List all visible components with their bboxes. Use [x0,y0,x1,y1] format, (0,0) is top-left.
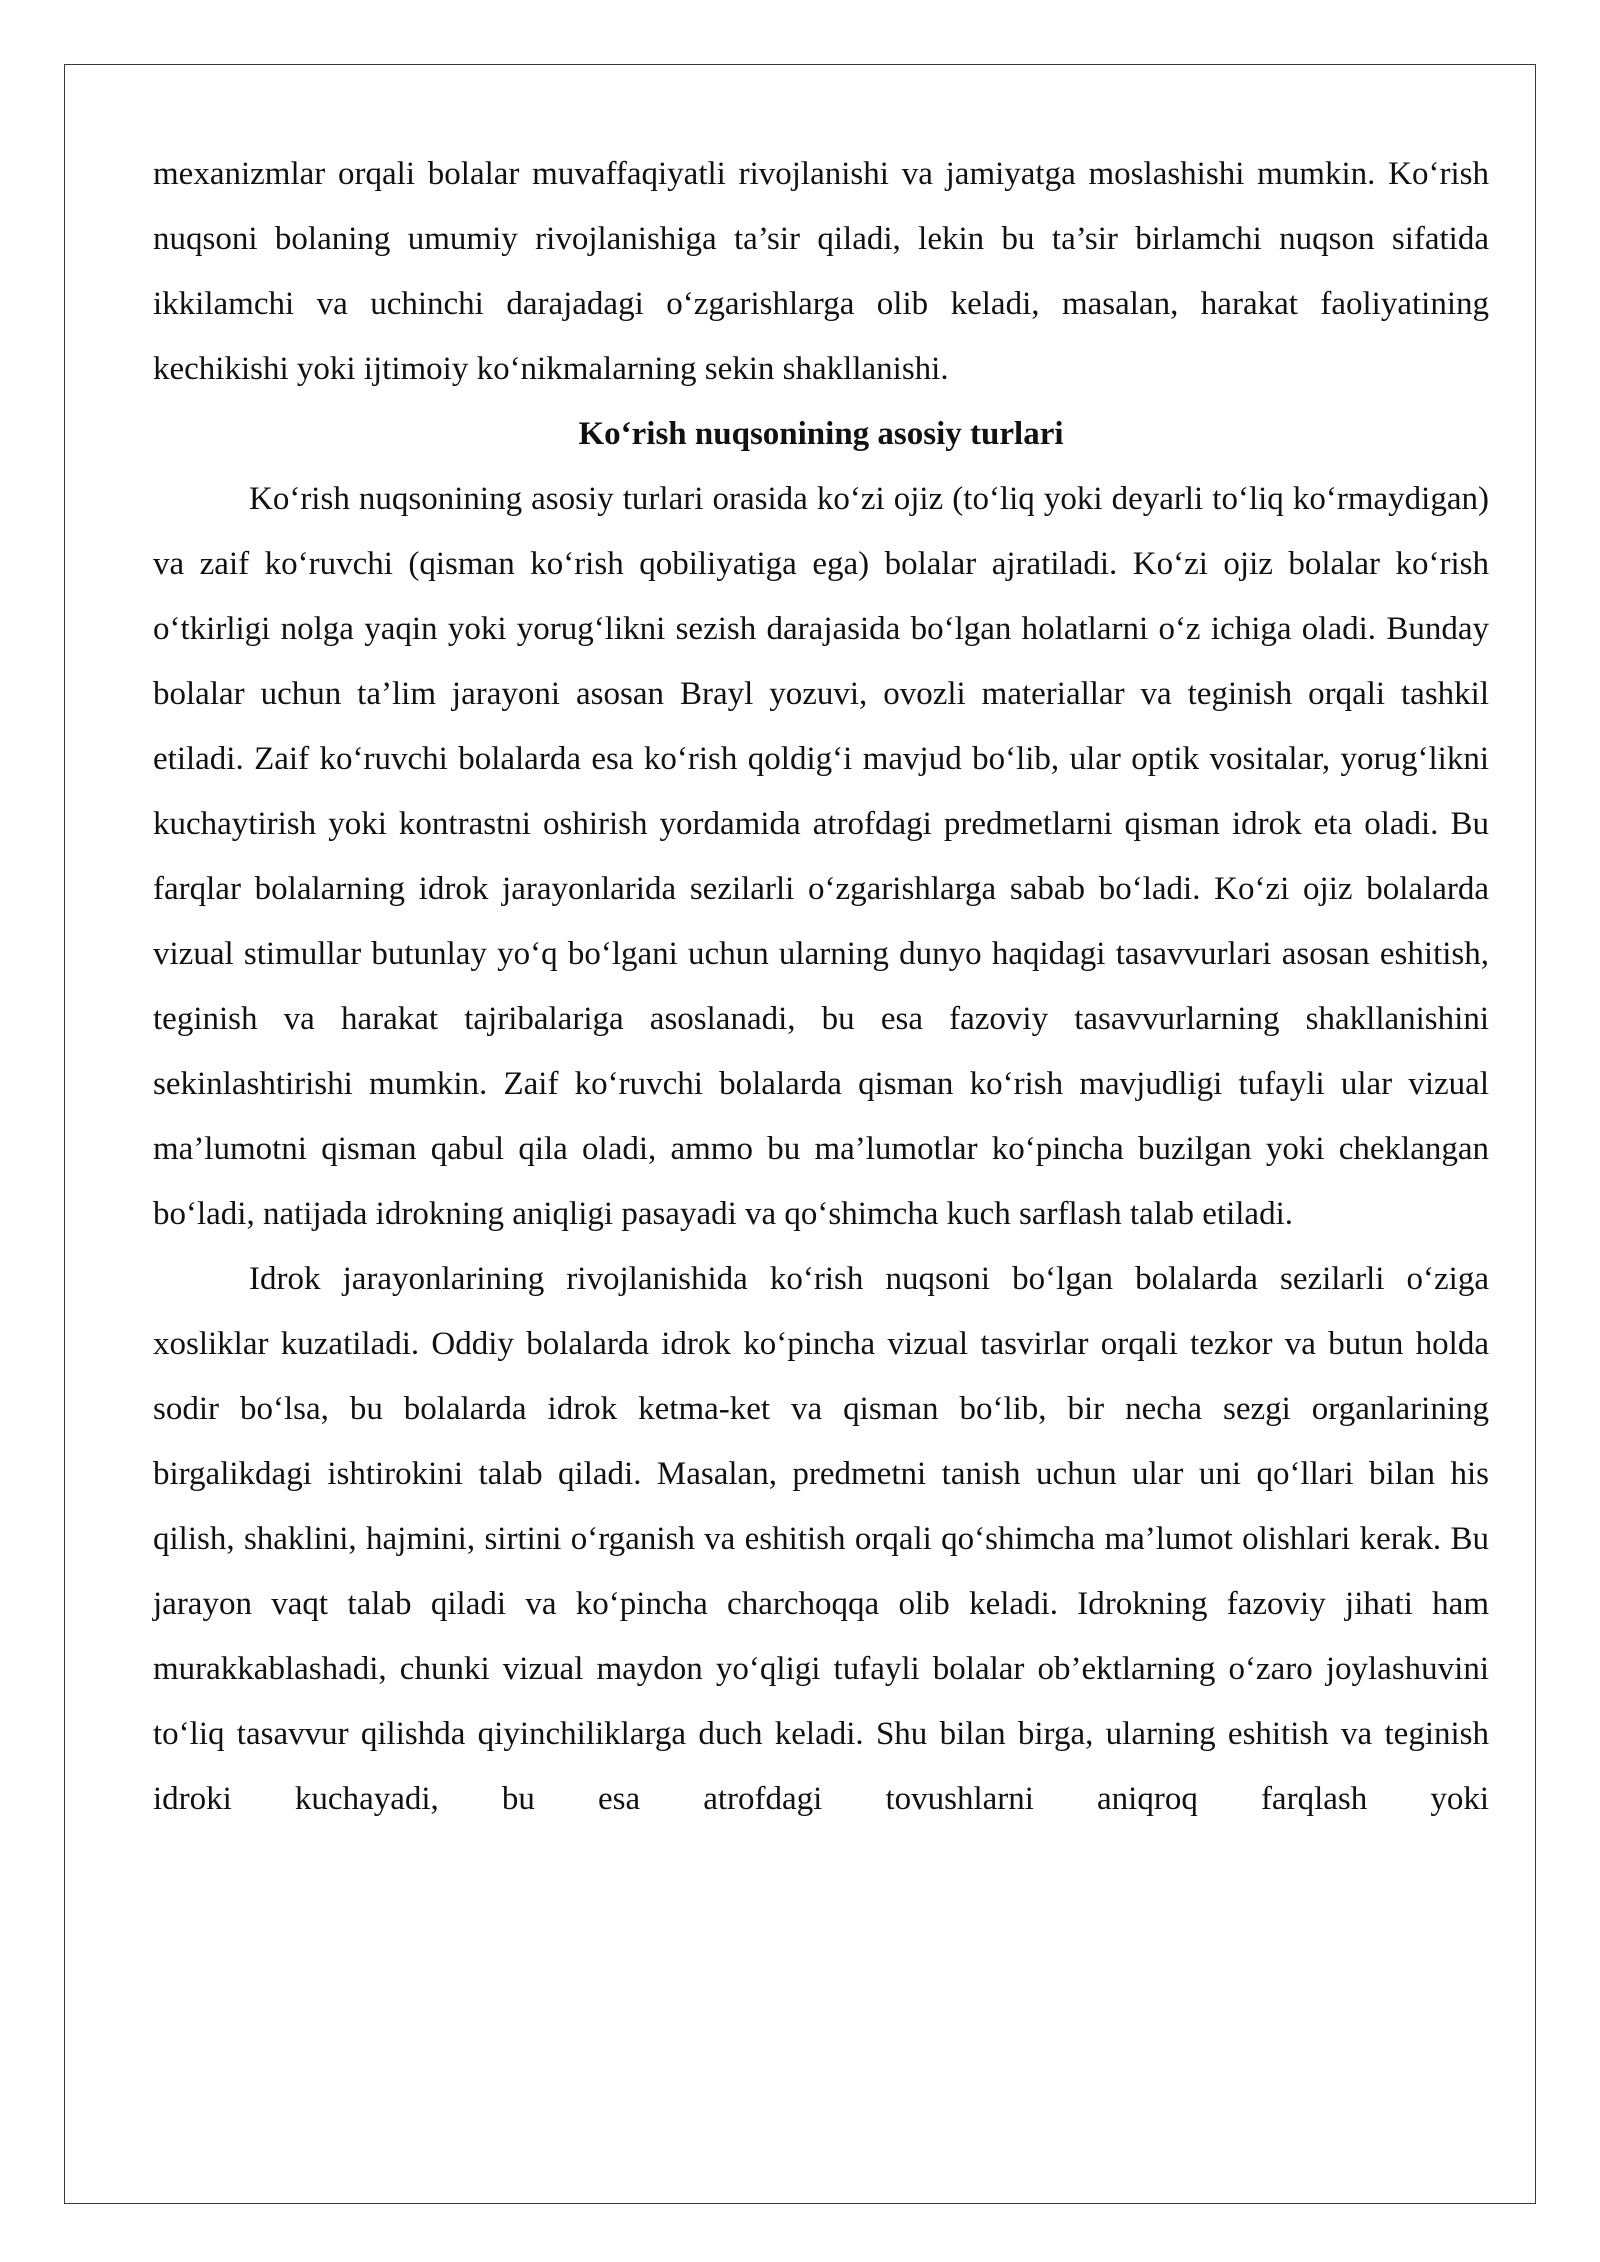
section-heading: Ko‘rish nuqsonining asosiy turlari [578,416,1064,452]
document-body [153,142,1489,1832]
paragraph-intro-continuation: mexanizmlar orqali bolalar muvaffaqiyatli rivojlanishi va jamiyatga moslashishi mumkin. Ko‘rish nuqsoni bolaning umumiy rivojlanishiga ta’sir qiladi, lekin bu ta’sir birlamchi nuqson sifatida ikkilamchi va uchinchi darajadagi o‘zgarishlarga olib keladi, masalan, harakat faoliyatining kechikishi yoki ijtimoiy ko‘nikmalarning sekin shakllanishi. [153,156,1489,387]
paragraph-perception: Idrok jarayonlarining rivojlanishida ko‘rish nuqsoni bo‘lgan bolalarda sezilarli o‘ziga xosliklar kuzatiladi. Oddiy bolalarda idrok ko‘pincha vizual tasvirlar orqali tezkor va butun holda sodir bo‘lsa, bu bolalarda idrok ketma-ket va qisman bo‘lib, bir necha sezgi organlarining birgalikdagi ishtirokini talab qiladi. Masalan, predmetni tanish uchun ular uni qo‘llari bilan his qilish, shaklini, hajmini, sirtini o‘rganish va eshitish orqali qo‘shimcha ma’lumot olishlari kerak. Bu jarayon vaqt talab qiladi va ko‘pincha charchoqqa olib keladi. Idrokning fazoviy jihati ham murakkablashadi, chunki vizual maydon yo‘qligi tufayli bolalar ob’ektlarning o‘zaro joylashuvini to‘liq tasavvur qilishda qiyinchiliklarga duch keladi. Shu bilan birga, ularning eshitish va teginish idroki kuchayadi, bu esa atrofdagi tovushlarni aniqroq farqlash yoki [153,1261,1489,1817]
paragraph-types: Ko‘rish nuqsonining asosiy turlari orasida ko‘zi ojiz (to‘liq yoki deyarli to‘liq ko‘rmaydigan) va zaif ko‘ruvchi (qisman ko‘rish qobiliyatiga ega) bolalar ajratiladi. Ko‘zi ojiz bolalar ko‘rish o‘tkirligi nolga yaqin yoki yorug‘likni sezish darajasida bo‘lgan holatlarni o‘z ichiga oladi. Bunday bolalar uchun ta’lim jarayoni asosan Brayl yozuvi, ovozli materiallar va teginish orqali tashkil etiladi. Zaif ko‘ruvchi bolalarda esa ko‘rish qoldig‘i mavjud bo‘lib, ular optik vositalar, yorug‘likni kuchaytirish yoki kontrastni oshirish yordamida atrofdagi predmetlarni qisman idrok eta oladi. Bu farqlar bolalarning idrok jarayonlarida sezilarli o‘zgarishlarga sabab bo‘ladi. Ko‘zi ojiz bolalarda vizual stimullar butunlay yo‘q bo‘lgani uchun ularning dunyo haqidagi tasavvurlari asosan eshitish, teginish va harakat tajribalariga asoslanadi, bu esa fazoviy tasavvurlarning shakllanishini sekinlashtirishi mumkin. Zaif ko‘ruvchi bolalarda qisman ko‘rish mavjudligi tufayli ular vizual ma’lumotni qisman qabul qila oladi, ammo bu ma’lumotlar ko‘pincha buzilgan yoki cheklangan bo‘ladi, natijada idrokning aniqligi pasayadi va qo‘shimcha kuch sarflash talab etiladi. [153,481,1489,1232]
